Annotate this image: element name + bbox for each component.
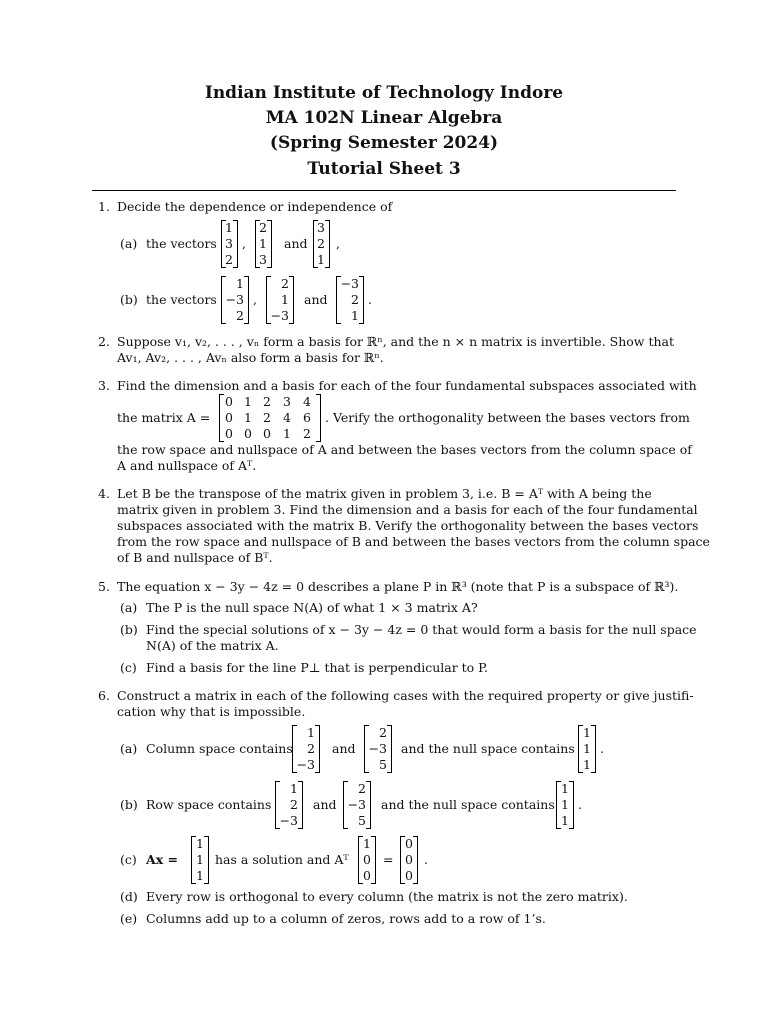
- problem-4-text: matrix given in problem 3. Find the dimension and a basis for each of the four fundamental: [117, 502, 698, 517]
- problem-1a-label: (a): [120, 236, 138, 251]
- problem-2-number: 2.: [98, 334, 110, 349]
- problem-6d-label: (d): [120, 889, 138, 904]
- problem-6c-label: (c): [120, 852, 137, 867]
- problem-5-text: The equation x − 3y − 4z = 0 describes a plane P in ℝ³ (note that P is a subspace of ℝ³).: [117, 579, 679, 594]
- vector: 3 2 1: [313, 220, 330, 268]
- problem-5c-label: (c): [120, 660, 137, 675]
- header-divider: [92, 190, 676, 191]
- vector: 1 1 1: [556, 781, 574, 829]
- course-title: MA 102N Linear Algebra: [265, 108, 503, 128]
- problem-4-text: Let B be the transpose of the matrix given in problem 3, i.e. B = Aᵀ with A being the: [117, 486, 652, 501]
- vector: 1 0 0: [358, 836, 376, 884]
- problem-6a-lead: Column space contains: [146, 741, 293, 756]
- problem-3-number: 3.: [98, 378, 110, 393]
- vector: 0 0 0: [400, 836, 418, 884]
- vector: 2 −3 5: [364, 725, 392, 773]
- problem-3-lead: the matrix A =: [117, 410, 211, 425]
- problem-3-text: A and nullspace of Aᵀ.: [117, 458, 257, 473]
- problem-6b-label: (b): [120, 797, 138, 812]
- vector: 2 −3 5: [343, 781, 371, 829]
- problem-1b-label: (b): [120, 292, 138, 307]
- problem-3-tail: . Verify the orthogonality between the bases vectors from: [325, 410, 690, 425]
- problem-6c-lead: Ax =: [146, 852, 178, 867]
- institute-title: Indian Institute of Technology Indore: [204, 83, 564, 103]
- sheet-title: Tutorial Sheet 3: [307, 159, 461, 179]
- problem-6a-label: (a): [120, 741, 138, 756]
- vector: 1 1 1: [578, 725, 596, 773]
- vector: 1 2 −3: [275, 781, 303, 829]
- problem-5a-text: The P is the null space N(A) of what 1 × 3 matrix A?: [146, 600, 478, 615]
- vector: 1 2 −3: [292, 725, 320, 773]
- problem-4-number: 4.: [98, 486, 110, 501]
- problem-6-text: Construct a matrix in each of the following cases with the required property or give justifi-: [117, 688, 694, 703]
- problem-3-text: Find the dimension and a basis for each of the four fundamental subspaces associated with: [117, 378, 697, 393]
- problem-5b-label: (b): [120, 622, 138, 637]
- problem-4-text: of B and nullspace of Bᵀ.: [117, 550, 273, 565]
- vector: −3 2 1: [336, 276, 364, 324]
- vector: 1 3 2: [221, 220, 238, 268]
- problem-1-number: 1.: [98, 199, 110, 214]
- problem-1b-lead: the vectors: [146, 292, 217, 307]
- problem-4-text: from the row space and nullspace of B and between the bases vectors from the column space: [117, 534, 710, 549]
- problem-5c-text: Find a basis for the line P⊥ that is perpendicular to P.: [146, 660, 489, 675]
- tutorial-page: Indian Institute of Technology Indore MA 102N Linear Algebra (Spring Semester 2024) Tutorial Sheet 3 1. Decide the dependence or independence of (a) the vectors 1 3 2 , 2 1 3 and 3 2 1 , (b) the vectors 1 −3 2 , 2 1 −3 and −3 2 1 . 2. Suppose v₁, v₂, . . . , vₙ form a basis for ℝⁿ, and the n × n matrix is invertible. Show that Av₁, Av₂, . . . , Avₙ also form a basis for ℝⁿ. 3. Find the dimension and a basis for each of the four fundamental subspaces associated with the matrix A = 0 1 2 3 4 0 1 2 4 6 0 0 0 1 2 . Verify the orthogonality between the bases vectors from the row space and nullspace of A and between the bases vectors from the column space of A and nullspace of Aᵀ. 4. Let B be the transpose of the matrix given in problem 3, i.e. B = Aᵀ with A being the matrix given in problem 3. Find the dimension and a basis for each of the four fundamental subspaces associated with the matrix B. Verify the orthogonality between the bases vectors from the row space and nullspace of B and between the bases vectors from the column space of B and nullspace of Bᵀ. 5. The equation x − 3y − 4z = 0 describes a plane P in ℝ³ (note that P is a subspace of ℝ³). (a) The P is the null space N(A) of what 1 × 3 matrix A? (b) Find the special solutions of x − 3y − 4z = 0 that would form a basis for the null space N(A) of the matrix A. (c) Find a basis for the line P⊥ that is perpendicular to P. 6. Construct a matrix in each of the following cases with the required property or give justifi- cation why that is impossible. (a) Column space contains 1 2 −3 and 2 −3 5 and the null space contains 1 1 1 . (b) Row space contains 1 2 −3 and 2 −3 5 and the null space contains 1 1 1 . (c) Ax = 1 1 1 has a solution and Aᵀ 1 0 0 = 0 0 0 . (d) Every row is orthogonal to every column (the matrix is not the zero matrix). (e) Columns add up to a column of zeros, rows add to a row of 1’s.: [0, 0, 768, 1024]
- problem-5b-text: Find the special solutions of x − 3y − 4z = 0 that would form a basis for the null space: [146, 622, 697, 637]
- vector: 2 1 3: [255, 220, 272, 268]
- problem-2-text: Av₁, Av₂, . . . , Avₙ also form a basis for ℝⁿ.: [117, 350, 384, 365]
- problem-4-text: subspaces associated with the matrix B. Verify the orthogonality between the bases vectors: [117, 518, 699, 533]
- problem-1-intro: Decide the dependence or independence of: [117, 199, 393, 214]
- problem-3-text: the row space and nullspace of A and between the bases vectors from the column space of: [117, 442, 692, 457]
- problem-5b-text: N(A) of the matrix A.: [146, 638, 279, 653]
- problem-6e-label: (e): [120, 911, 138, 926]
- semester-title: (Spring Semester 2024): [269, 133, 499, 153]
- problem-6e-text: Columns add up to a column of zeros, rows add to a row of 1’s.: [146, 911, 546, 926]
- problem-6d-text: Every row is orthogonal to every column (the matrix is not the zero matrix).: [146, 889, 628, 904]
- problem-6-text: cation why that is impossible.: [117, 704, 306, 719]
- problem-1a-lead: the vectors: [146, 236, 217, 251]
- matrix-a: 0 1 2 3 4 0 1 2 4 6 0 0 0 1 2: [219, 394, 321, 442]
- problem-5-number: 5.: [98, 579, 110, 594]
- vector: 1 1 1: [191, 836, 209, 884]
- problem-2-text: Suppose v₁, v₂, . . . , vₙ form a basis for ℝⁿ, and the n × n matrix is invertible. Show that: [117, 334, 675, 349]
- vector: 1 −3 2: [221, 276, 249, 324]
- vector: 2 1 −3: [266, 276, 294, 324]
- problem-6-number: 6.: [98, 688, 110, 703]
- problem-5a-label: (a): [120, 600, 138, 615]
- problem-6b-lead: Row space contains: [146, 797, 272, 812]
